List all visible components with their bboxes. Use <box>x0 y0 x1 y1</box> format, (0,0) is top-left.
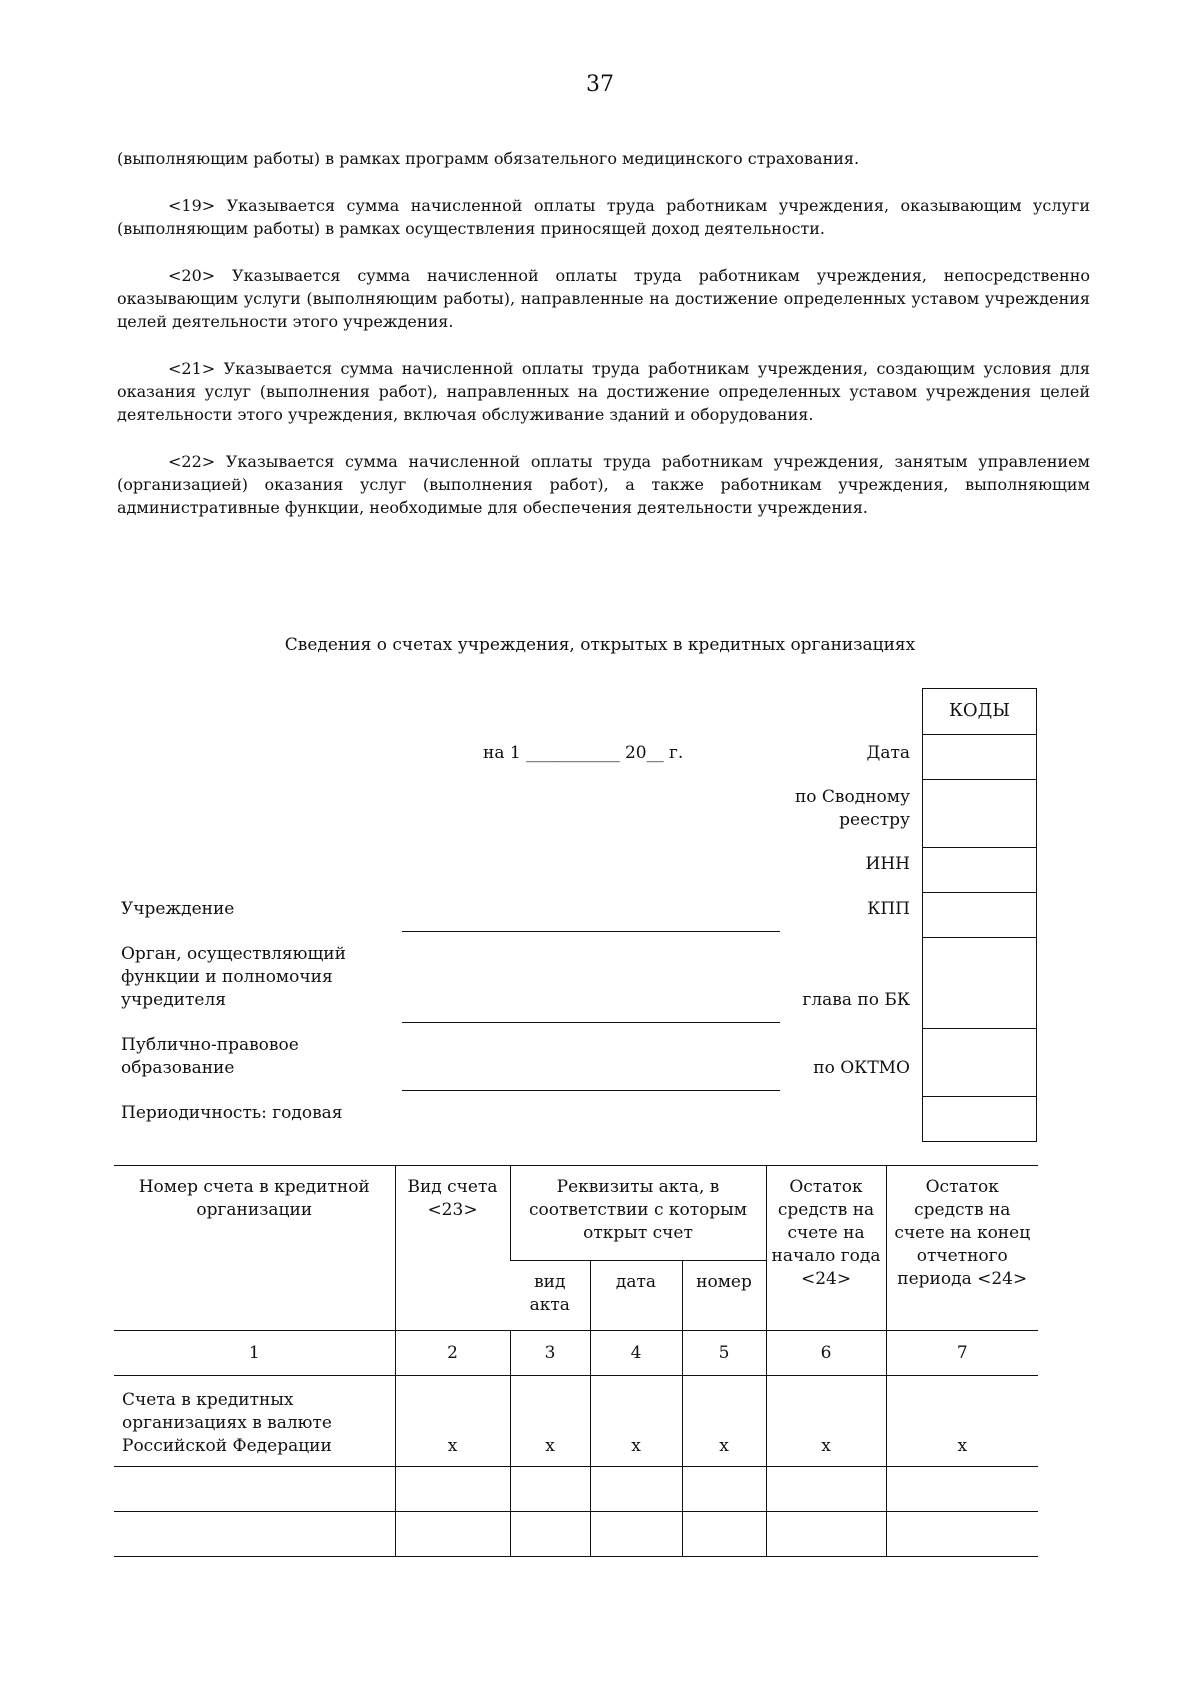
label-registry-2: реестру <box>839 810 910 830</box>
header-act-type: вид акта <box>510 1261 590 1331</box>
form-title: Сведения о счетах учреждения, открытых в кредитных организациях <box>284 635 916 655</box>
label-registry-1: по Сводному <box>794 787 910 807</box>
code-cell-oktmo[interactable] <box>923 1028 1036 1096</box>
code-cell-date[interactable] <box>923 734 1036 779</box>
table-cell: x <box>590 1376 682 1467</box>
code-cell-periodicity[interactable] <box>923 1096 1036 1141</box>
label-periodicity: Периодичность: годовая <box>121 1103 343 1123</box>
code-cell-bk[interactable] <box>923 937 1036 1028</box>
note-22: <22> Указывается сумма начисленной оплаты труда работникам учреждения, занятым управлением (организацией) оказания услуг (выполнения работ), а также работникам учреждения, выполняющим административные функции, необходимые для обеспечения деятельности учреждения. <box>117 452 1090 517</box>
table-cell[interactable] <box>886 1512 1038 1557</box>
table-cell: x <box>510 1376 590 1467</box>
institution-line[interactable] <box>402 931 780 932</box>
page-number: 37 <box>586 72 614 97</box>
label-bk: глава по БК <box>802 990 910 1010</box>
codes-box <box>922 688 1037 1142</box>
header-act-details: Реквизиты акта, в соответствии с которым открыт счет <box>510 1166 766 1261</box>
label-public-1: Публично-правовое <box>121 1035 299 1055</box>
table-row <box>114 1467 1038 1512</box>
col-number: 5 <box>682 1331 766 1376</box>
col-number: 2 <box>395 1331 510 1376</box>
label-institution: Учреждение <box>121 899 235 919</box>
table-cell: x <box>682 1376 766 1467</box>
col-number: 4 <box>590 1331 682 1376</box>
table-row <box>114 1512 1038 1557</box>
header-balance-end: Остаток средств на счете на конец отчетного периода <24> <box>886 1166 1038 1331</box>
public-entity-line[interactable] <box>402 1090 780 1091</box>
table-cell[interactable] <box>590 1467 682 1512</box>
note-20: <20> Указывается сумма начисленной оплаты труда работникам учреждения, непосредственно оказывающим услуги (выполняющим работы), направленные на достижение определенных уставом учреждения целей деятельности этого учреждения. <box>117 266 1090 331</box>
table-cell[interactable] <box>510 1512 590 1557</box>
label-founder-3: учредителя <box>121 990 226 1010</box>
code-cell-kpp[interactable] <box>923 892 1036 937</box>
code-cell-registry[interactable] <box>923 779 1036 847</box>
table-cell[interactable] <box>886 1467 1038 1512</box>
table-cell[interactable] <box>766 1512 886 1557</box>
code-cell-inn[interactable] <box>923 847 1036 892</box>
table-cell[interactable] <box>682 1512 766 1557</box>
note-continuation: (выполняющим работы) в рамках программ обязательного медицинского страхования. <box>117 149 860 168</box>
table-cell[interactable] <box>510 1467 590 1512</box>
label-public-2: образование <box>121 1058 235 1078</box>
label-oktmo: по ОКТМО <box>813 1058 910 1078</box>
table-cell[interactable] <box>114 1467 395 1512</box>
accounts-table <box>114 1165 1038 1557</box>
table-cell[interactable] <box>766 1467 886 1512</box>
label-inn: ИНН <box>865 854 910 874</box>
label-date: Дата <box>866 743 910 763</box>
label-founder-1: Орган, осуществляющий <box>121 944 346 964</box>
table-cell[interactable] <box>682 1467 766 1512</box>
table-cell: x <box>395 1376 510 1467</box>
header-balance-start: Остаток средств на счете на начало года <24> <box>766 1166 886 1331</box>
col-number: 6 <box>766 1331 886 1376</box>
note-21: <21> Указывается сумма начисленной оплаты труда работникам учреждения, создающим условия для оказания услуг (выполнения работ), направленных на достижение определенных уставом учреждения целей деятельности этого учреждения, включая обслуживание зданий и оборудования. <box>117 359 1090 424</box>
label-kpp: КПП <box>867 899 910 919</box>
footnotes <box>117 147 1090 543</box>
col-number: 1 <box>114 1331 395 1376</box>
table-cell[interactable] <box>114 1512 395 1557</box>
table-cell: x <box>766 1376 886 1467</box>
table-cell: x <box>886 1376 1038 1467</box>
note-19: <19> Указывается сумма начисленной оплаты труда работникам учреждения, оказывающим услуги (выполняющим работы) в рамках осуществления приносящей доход деятельности. <box>117 196 1090 238</box>
founder-line[interactable] <box>402 1022 780 1023</box>
label-founder-2: функции и полномочия <box>121 967 333 987</box>
table-cell[interactable] <box>395 1467 510 1512</box>
col-number: 3 <box>510 1331 590 1376</box>
row-label-rub-accounts: Счета в кредитных организациях в валюте Российской Федерации <box>114 1376 395 1467</box>
header-act-number: номер <box>682 1261 766 1331</box>
header-act-date: дата <box>590 1261 682 1331</box>
header-account-number: Номер счета в кредитной организации <box>114 1166 395 1331</box>
codes-header: КОДЫ <box>948 700 1011 721</box>
header-account-type: Вид счета <23> <box>395 1166 510 1331</box>
table-cell[interactable] <box>395 1512 510 1557</box>
table-cell[interactable] <box>590 1512 682 1557</box>
report-date-line: на 1 ___________ 20__ г. <box>483 743 684 763</box>
col-number: 7 <box>886 1331 1038 1376</box>
